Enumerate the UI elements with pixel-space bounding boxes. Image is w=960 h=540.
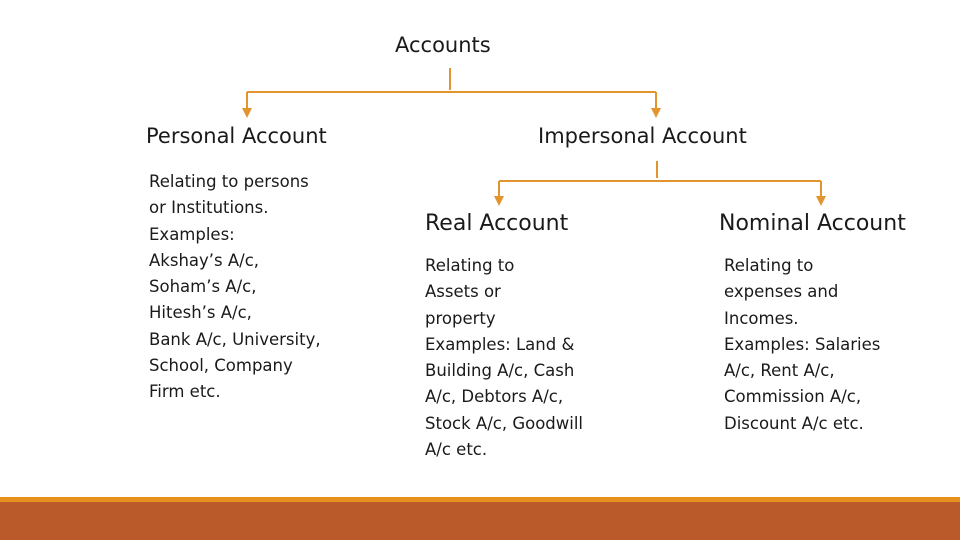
node-impersonal-account-title: Impersonal Account <box>538 124 747 148</box>
arrowhead-personal <box>242 108 252 118</box>
personal-account-description: Relating to persons or Institutions. Examples: Akshay’s A/c, Soham’s A/c, Hitesh’s A/c, Bank A/c, University, School, Company Firm etc. <box>149 172 321 402</box>
footer-band <box>0 502 960 540</box>
real-account-description: Relating to Assets or property Examples: Land & Building A/c, Cash A/c, Debtors A/c, Stock A/c, Goodwill A/c etc. <box>425 256 584 460</box>
node-personal-account-title: Personal Account <box>146 124 327 148</box>
node-real-account-title: Real Account <box>425 211 569 236</box>
root-node-accounts: Accounts <box>395 33 491 57</box>
arrowhead-impersonal <box>651 108 661 118</box>
arrowhead-real <box>494 196 504 206</box>
nominal-account-description: Relating to expenses and Incomes. Examples: Salaries A/c, Rent A/c, Commission A/c, Discount A/c etc. <box>724 256 881 433</box>
node-nominal-account-title: Nominal Account <box>719 211 906 236</box>
arrowhead-nominal <box>816 196 826 206</box>
